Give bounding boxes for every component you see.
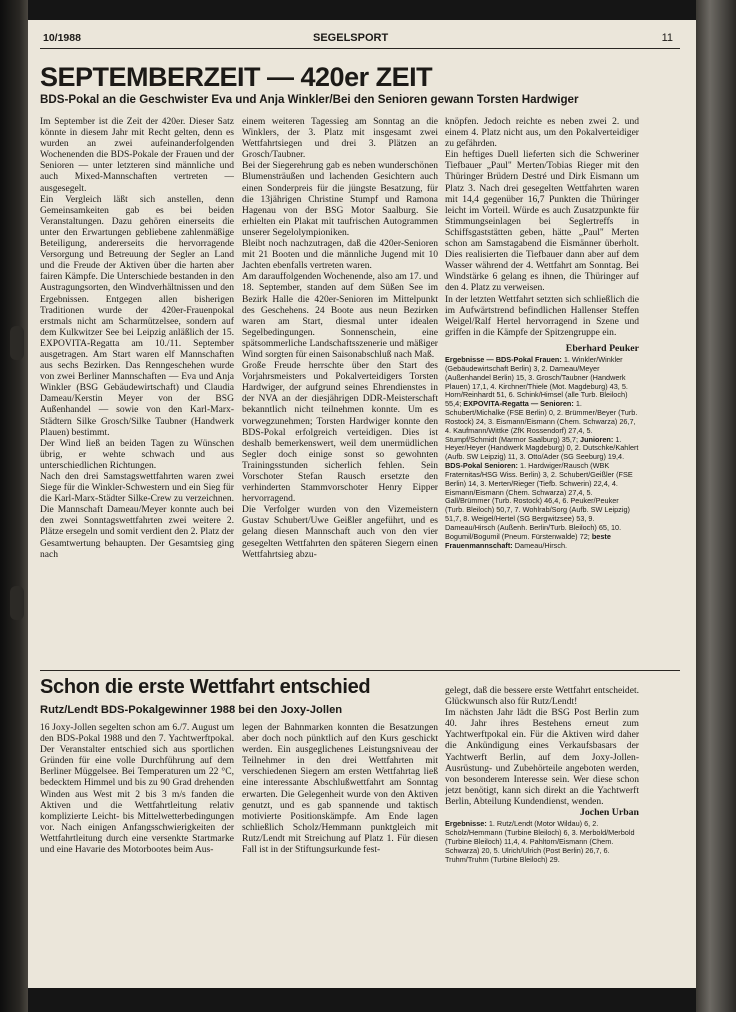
- article2-author: Jochen Urban: [579, 807, 639, 819]
- results-label: Ergebnisse:: [445, 819, 487, 829]
- article1-column-3: [445, 116, 639, 664]
- paragraph: Im nächsten Jahr lädt die BSG Post Berlin zum 40. Jahr ihres Bestehens erneut zum Yachtwerftpokal ein. Für die Aktiven wird daher die Ankündigung eines Verkaufsbasars der Yachtwerft Berlin, auf dem Joxy-Jollen-Ausrüstung- und Zubehörteile angeboten werden, von besonderem Interesse sein. Wer diese schon jetzt benötigt, kann sich direkt an die Yachtwerft Berlin, Abteilung Kundendienst, wenden.: [445, 707, 639, 807]
- article2-subheadline: Rutz/Lendt BDS-Pokalgewinner 1988 bei den Joxy-Jollen: [40, 704, 343, 716]
- results-text: 1. Schubert/Michalke (FSE Berlin) 0, 2. Brümmer/Beyer (Turb. Rostock) 24, 3. Eismann/Eismann (Chem. Schwarza) 26,7, 4. Kaufmann/Wittke (ZfK Rossendorf) 27,4, 5. Stumpf/Schmidt (Marmor Saalburg) 35,7;: [445, 399, 638, 444]
- paragraph: einem weiteren Tagessieg am Sonntag an die Winklers, der 3. Platz mit insgesamt zwei Wettfahrtsiegen und drei 3. Plätzen an Grosch/Taubner.: [242, 116, 438, 161]
- magazine-title: SEGELSPORT: [313, 32, 389, 44]
- article1-author: Eberhard Peuker: [565, 342, 639, 354]
- article2-column-1: [40, 722, 234, 982]
- paragraph: Der Wind ließ an beiden Tagen zu Wünschen übrig, er wehte schwach und aus unterschiedlichen Richtungen.: [40, 437, 234, 471]
- binding-hole-bottom: [10, 586, 24, 620]
- article2-column-2: [242, 722, 438, 982]
- page-stack-edge: [696, 0, 736, 1012]
- paragraph: legen der Bahnmarken konnten die Besatzungen aber doch noch pünktlich auf den Kurs geschickt werden. Ein ausgeglichenes Leistungsniveau der Teilnehmer in den drei Wettfahrten mit verschiedenen Siegern am ersten Wettfahrtag ließ eine interessante Abschlußwettfahrt am Sonntag erwarten. Die Gelegenheit wurde von den Aktiven genutzt, und es gab spannende und taktisch motivierte Positionskämpfe. Am Ende lagen schließlich Scholz/Hemmann punktgleich mit Rutz/Lendt mit Streichung auf Platz 1. Für diesen Fall ist in der Stiftungsurkunde fest-: [242, 722, 438, 856]
- article-divider: [40, 670, 680, 671]
- article2-headline: Schon die erste Wettfahrt entschied: [40, 676, 371, 698]
- article1-column-2: [242, 116, 438, 664]
- paragraph: Nach den drei Samstagswettfahrten waren zwei Siege für die Winkler-Schwestern und ein Sieg für die Karl-Marx-Städter Silke-Crew zu verzeichnen. Die Mannschaft Dameau/Meyer konnte auch bei den zwei Sonntagswettfahrten zwei weitere 2. Plätze ersegeln und somit verdient den 2. Platz der Gesamtwertung behaupten. Der Gesamtsieg ging nach: [40, 471, 234, 560]
- paragraph: Am darauffolgenden Wochenende, also am 17. und 18. September, standen auf dem Süßen See im Bezirk Halle die 420er-Senioren im Mittelpunkt des Geschehens. 24 Boote aus neun Bezirken waren am Start, diesmal unter idealen Segelbedingungen. Sonnenschein, eine spätsommerliche Landschaftsszenerie und mäßiger Wind sorgten für einen Saisonabschluß nach Maß.: [242, 271, 438, 360]
- article2-results: [445, 820, 639, 864]
- results-text: 1. Winkler/Winkler (Gebäudewirtschaft Berlin) 3, 2. Dameau/Meyer (Außenhandel Berlin) 15, 3. Grosch/Taubner (Handwerk Plauen) 17,1, 4. Kirchner/Thiele (Mot. Magdeburg) 43, 5. Horn/Reinhardt 51, 6. Schink/Himsel (alle Turb. Bleiloch) 55,4;: [445, 354, 628, 409]
- results-text: 1. Rutz/Lendt (Motor Wildau) 6, 2. Scholz/Hemmann (Turbine Bleiloch) 6, 3. Merbold/Merbold (Turbine Bleiloch) 11,4, 4. Pahltorn/Eismann (Chem. Schwarza) 20, 5. Ulrich/Ulrich (Post Berlin) 26,7, 6. Truhm/Truhm (Turbine Bleiloch) 29.: [445, 819, 635, 864]
- paragraph: Große Freude herrschte über den Start des Vorjahrsmeisters und Pokalverteidigers Torsten Hardwiger, der aufgrund seines Ehrendienstes in der NVA an der diesjährigen DDR-Meisterschaft bekanntlich nicht teilnehmen konnte. Um es vorwegzunehmen; Torsten Hardwiger konnte den BDS-Pokal erfolgreich verteidigen. Dies ist deshalb bemerkenswert, weil dem unermüdlichen Segler doch einige sonst so gewohnten Trainingsstunden sicherlich fehlen. Sein Vorschoter Stefan Rausch ersetzte den verhinderten Stammvorschoter Henry Eipper hervorragend.: [242, 360, 438, 505]
- results-label: EXPOVITA-Regatta — Senioren:: [463, 399, 574, 409]
- paragraph: In der letzten Wettfahrt setzten sich schließlich die im Aufwärtstrend befindlichen Hallenser Steffen Weigel/Ralf Hertel hervorragend in Szene und griffen in die Kämpfe der Spitzengruppe ein.: [445, 293, 639, 338]
- running-header: [43, 32, 673, 46]
- article1-results: [445, 356, 639, 551]
- paragraph: knöpfen. Jedoch reichte es neben zwei 2. und einem 4. Platz nicht aus, um den Pokalverteidiger zu gefährden.: [445, 116, 639, 150]
- paragraph: Bleibt noch nachzutragen, daß die 420er-Senioren mit 21 Booten und die männliche Jugend mit 10 Jachten ebenfalls vertreten waren.: [242, 238, 438, 272]
- issue-number: 10/1988: [43, 32, 81, 44]
- article1-subheadline: BDS-Pokal an die Geschwister Eva und Anja Winkler/Bei den Senioren gewann Torsten Hardwiger: [40, 93, 579, 106]
- page-number: 11: [661, 32, 673, 44]
- magazine-page: [28, 20, 696, 988]
- paragraph: Ein Vergleich läßt sich anstellen, denn Gemeinsamkeiten gab es bei beiden Veranstaltungen. Dazu gehören einerseits die unter den Erwartungen gebliebene zahlenmäßige Beteiligung, andererseits die hervorragende Versorgung und Betreuung der Segler an Land und die Freude der Aktiven über die harten aber fairen Kämpfe. Die Unterschiede bestanden in den Austragungsorten, den Windverhältnissen und den Ergebnissen. Entgegen allen bisherigen Traditionen wurde der 420er-Frauenpokal erstmals nicht am Scharmützelsee, sondern auf dem Kulkwitzer See bei Leipzig anläßlich der 15. EXPOVITA-Regatta am 10./11. September ausgetragen. Am Start waren elf Mannschaften aus sechs Bezirken. Das Renngeschehen wurde von zwei Berliner Mannschaften — Eva und Anja Winkler (BSG Gebäudewirtschaft) und Claudia Dameau/Kerstin Meyer von der BSG Außenhandel — sowie von den Karl-Marx-Städtern Silke Grosch/Silke Taubner (Handwerk Plauen) bestimmt.: [40, 193, 234, 438]
- header-rule: [40, 48, 680, 49]
- results-text: Dameau/Hirsch.: [514, 540, 568, 550]
- results-entry: [445, 461, 633, 541]
- paragraph: Bei der Siegerehrung gab es neben wunderschönen Blumensträußen und lachenden Gesichtern auch einen Sonderpreis für die jüngste Besatzung, für die 13jährigen Christine Stumpf und Ramona Hagenau von der BSG Motor Saalburg. Sie erhielten ein Plakat mit taufrischen Autogrammen unserer Segelolympioniken.: [242, 160, 438, 238]
- results-label: Ergebnisse — BDS-Pokal Frauen:: [445, 354, 562, 364]
- results-label: Junioren:: [580, 434, 614, 444]
- results-label: beste Frauenmannschaft:: [445, 531, 611, 550]
- paragraph: 16 Joxy-Jollen segelten schon am 6./7. August um den BDS-Pokal 1988 und den 7. Yachtwerftpokal. Der Veranstalter entschied sich aus sportlichen Gründen für eine volle Durchführung auf dem Berliner Müggelsee. Bei Temperaturen um 22 °C, bedecktem Himmel und bis zu 90 Grad drehenden Winden aus West mit 2 bis 3 m/s fanden die Aktiven und die Wettfahrtleitung relativ komplizierte Leicht- bis Mittelwetterbedingungen vor. Nach einigen Anfangsschwierigkeiten der Wettfahrtleitung durch eine versenkte Startmarke und eine Havarie des Motorbootes beim Aus-: [40, 722, 234, 856]
- article1-headline: SEPTEMBERZEIT — 420er ZEIT: [40, 62, 433, 92]
- paragraph: Die Verfolger wurden von den Vizemeistern Gustav Schubert/Uwe Geißler angeführt, und es gelang diesen Mannschaft auch von den vier gesegelten Wettfahrten den späteren Siegern einen Wettfahrtsieg abzu-: [242, 504, 438, 560]
- article1-column-1: [40, 116, 234, 664]
- paragraph: gelegt, daß die bessere erste Wettfahrt entscheidet. Glückwunsch also für Rutz/Lendt!: [445, 685, 639, 708]
- results-label: BDS-Pokal Senioren:: [445, 461, 518, 471]
- book-gutter: [0, 0, 28, 1012]
- article2-column-3: [445, 685, 639, 982]
- paragraph: Ein heftiges Duell lieferten sich die Schweriner Tiefbauer „Paul" Merten/Tobias Rieger mit den Thüringer Brüdern Destré und Dirk Eismann um Platz 3. Nach drei gesegelten Wettfahrten waren mit 14,4 gegenüber 16,7 Punkten die Thüringer leicht im Vorteil. Würde es auch Zusatzpunkte für Stimmungseinlagen bei Seglertreffs in Schiffsgaststätten geben, hätte „Paul" Merten schon am Samstagabend die Eismänner überholt. Dies realisierten die Tiefbauer dann aber auf dem Wasser während der 4. Wettfahrt am Sonntag. Bei Windstärke 6 gelang es ihnen, die Thüringer auf den 4. Platz zu verweisen.: [445, 149, 639, 294]
- results-text: 1. Heyer/Heyer (Handwerk Magdeburg) 0, 2. Dutschke/Kahlert (Aufb. SW Leipzig) 11, 3. Otto/Ader (SG Seeburg) 19,4.: [445, 434, 639, 462]
- results-text: 1. Hardwiger/Rausch (WBK Fraternitas/HSG Wiss. Berlin) 3, 2. Schubert/Geißler (FSE Berlin) 14, 3. Merten/Rieger (Tiefb. Schwerin) 22,4, 4. Eismann/Eismann (Chem. Schwarza) 27,4, 5. Gall/Brümmer (Turb. Rostock) 46,4, 6. Peuker/Peuker (Turb. Bleiloch) 50,7, 7. Wohlrab/Sorg (Aufb. SW Leipzig) 51,7, 8. Weigel/Hertel (SG Bergwitzsee) 53, 9. Dameau/Hirsch (Außenh. Berlin/Turb. Bleiloch) 65, 10. Bogumil/Bogumil (Pneum. Fürstenwalde) 72;: [445, 461, 633, 541]
- binding-hole-top: [10, 326, 24, 360]
- paragraph: Im September ist die Zeit der 420er. Dieser Satz könnte in diesem Jahr mit Recht gelten, denn es wurden an zwei aufeinanderfolgenden Wochenenden die BDS-Pokale der Frauen und der Senioren — unter letzteren sind männliche und auch Mixed-Mannschaften vertreten — ausgesegelt.: [40, 116, 234, 194]
